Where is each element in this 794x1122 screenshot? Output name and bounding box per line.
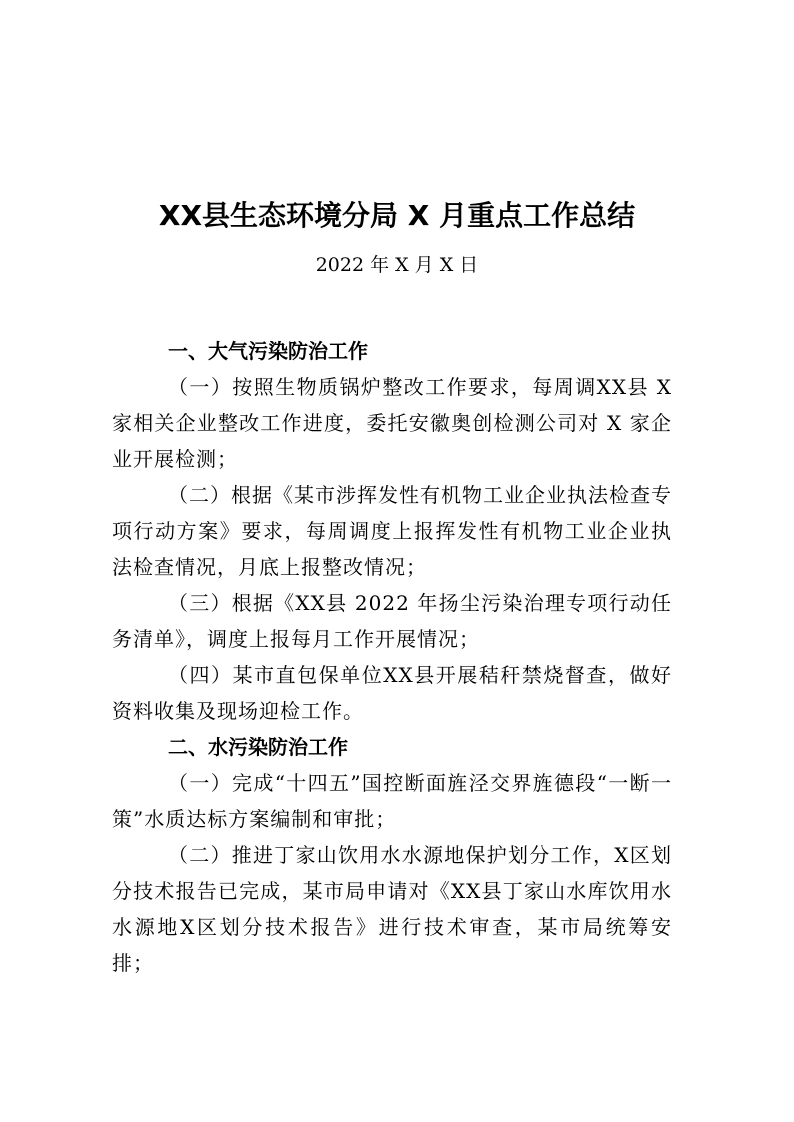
section-heading-air: 一、大气污染防治工作 <box>168 339 368 363</box>
section-heading-water: 二、水污染防治工作 <box>168 735 348 759</box>
document-title: XX县生态环境分局 X 月重点工作总结 <box>158 199 636 232</box>
document-body <box>112 333 672 981</box>
paragraph-water-1: （一）完成“十四五”国控断面旌泾交界旌德段“一断一策”水质达标方案编制和审批； <box>112 771 672 831</box>
paragraph-air-3: （三）根据《XX县 2022 年扬尘污染治理专项行动任务清单》，调度上报每月工作开展情况； <box>112 591 672 651</box>
paragraph-air-1: （一）按照生物质锅炉整改工作要求，每周调XX县 X家相关企业整改工作进度，委托安徽奥创检测公司对 X 家企业开展检测； <box>112 375 672 471</box>
paragraph-air-2: （二）根据《某市涉挥发性有机物工业企业执法检查专项行动方案》要求，每周调度上报挥发性有机物工业企业执法检查情况，月底上报整改情况； <box>112 483 672 579</box>
paragraph-water-2: （二）推进丁家山饮用水水源地保护划分工作，X区划分技术报告已完成，某市局申请对《XX县丁家山水库饮用水水源地X区划分技术报告》进行技术审查，某市局统筹安排； <box>112 843 672 975</box>
document-date: 2022 年 X 月 X 日 <box>315 254 479 276</box>
paragraph-air-4: （四）某市直包保单位XX县开展秸秆禁烧督查，做好资料收集及现场迎检工作。 <box>112 663 672 723</box>
